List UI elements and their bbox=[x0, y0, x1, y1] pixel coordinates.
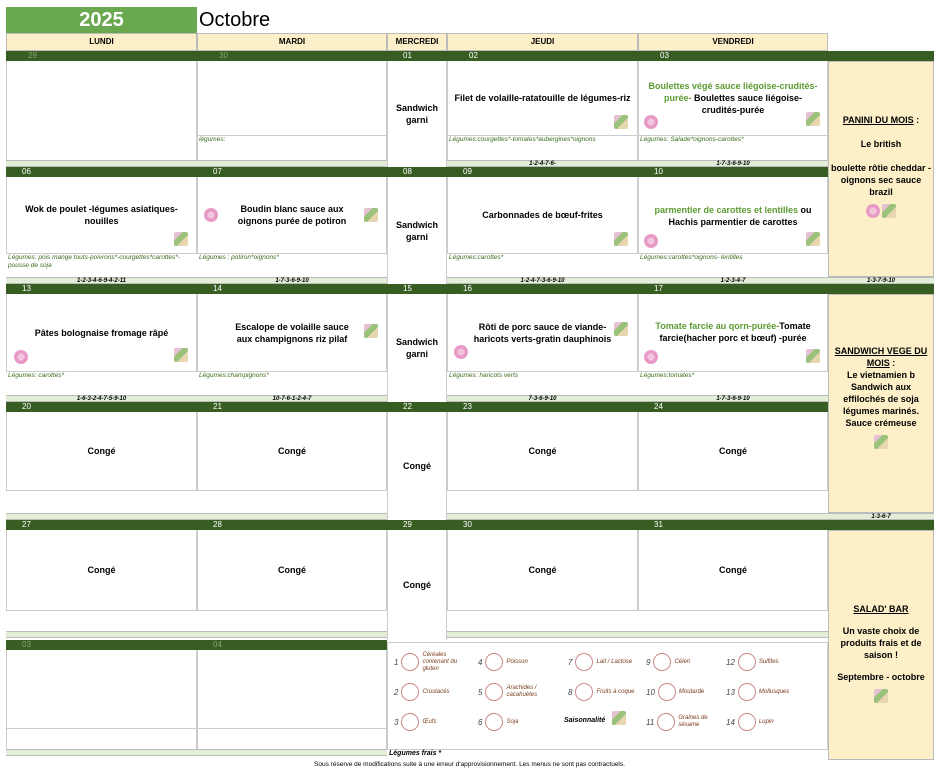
legend-item bbox=[646, 653, 726, 671]
season-icon bbox=[174, 232, 188, 246]
egg-icon bbox=[401, 713, 419, 731]
date-w3-wed: 15 bbox=[387, 284, 447, 294]
date-w4-fri: 24 bbox=[638, 402, 828, 412]
vegetarian-icon bbox=[454, 345, 468, 359]
veg-w2-thu: Légumes:carottes* bbox=[447, 253, 638, 277]
legend-number: 7 bbox=[568, 657, 573, 667]
year-label: 2025 bbox=[6, 7, 197, 33]
allergen-w2-mon: 1-2-3-4-6-9-4-2-11 bbox=[6, 277, 197, 284]
date-w1-thu: 02 bbox=[447, 51, 638, 61]
veg-w3-thu: Légumes: haricots verts bbox=[447, 371, 638, 395]
legend-number: 1 bbox=[394, 657, 399, 667]
lupin-icon bbox=[738, 713, 756, 731]
crustacean-icon bbox=[401, 683, 419, 701]
legend-item bbox=[394, 683, 478, 701]
allergen-w4 bbox=[6, 513, 387, 520]
veg-w3-tue: Légumes:champignons* bbox=[197, 371, 387, 395]
dish-w5-fri: Congé bbox=[638, 530, 828, 610]
allergen-w1-thu: 1-2-4-7-6- bbox=[447, 160, 638, 167]
allergen-sandwich: 1-3-6-7 bbox=[828, 513, 934, 520]
date-w1-fri: 03 bbox=[638, 51, 828, 61]
vegetarian-icon bbox=[644, 234, 658, 248]
veg-w3-mon: Légumes: carottes* bbox=[6, 371, 197, 395]
salad-bar-box bbox=[828, 530, 934, 760]
divider bbox=[447, 610, 828, 611]
vegetarian-icon bbox=[14, 350, 28, 364]
month-label: Octobre bbox=[199, 9, 271, 31]
allergen-w2-tue: 1-7-3-6-9-10 bbox=[197, 277, 387, 284]
panini-desc: boulette rôtie cheddar - oignons sec sauce brazil bbox=[830, 163, 931, 197]
panini-name: Le british bbox=[860, 139, 902, 149]
legend-label: Mollusques bbox=[758, 688, 790, 695]
wheat-icon bbox=[401, 653, 419, 671]
legend-label: Céleri bbox=[674, 658, 691, 665]
legend-number: 9 bbox=[646, 657, 651, 667]
veg-option: Boulettes végé sauce liégoise-crudités-purée- bbox=[648, 81, 818, 103]
meat-option: ou Hachis parmentier de carottes bbox=[668, 205, 812, 227]
fresh-veg-note: Légumes frais * bbox=[389, 750, 442, 757]
salad-icons bbox=[829, 689, 933, 706]
day-friday: VENDREDI bbox=[638, 33, 828, 51]
legend-label: Poisson bbox=[506, 658, 528, 665]
veg-w2-tue: Légumes : potiron*oignons* bbox=[197, 253, 387, 277]
day-monday: LUNDI bbox=[6, 33, 197, 51]
season-icon bbox=[614, 115, 628, 129]
date-w4-mon: 20 bbox=[6, 402, 197, 412]
legend-label: Lait / Lactose bbox=[596, 658, 633, 665]
allergen-w2-fri: 1-2-3-4-7 bbox=[638, 277, 828, 284]
dish-w1-thu: Filet de volaille-ratatouille de légumes-riz bbox=[454, 93, 631, 103]
dish-w3-mon: Pâtes bolognaise fromage râpé bbox=[6, 294, 197, 371]
legend-item bbox=[478, 653, 568, 671]
legend-number: 2 bbox=[394, 687, 399, 697]
date-w3-fri: 17 bbox=[638, 284, 828, 294]
sandwich-desc: Sandwich aux effilochés de soja légumes marinés. Sauce crémeuse bbox=[842, 382, 920, 428]
legend-label: Céréales contenant du gluten bbox=[422, 651, 458, 672]
allergen-w3-thu: 7-3-6-9-10 bbox=[447, 395, 638, 402]
date-w5-thu: 30 bbox=[447, 520, 638, 530]
allergen-w3-mon: 1-6-3-2-4-7-5-9-10 bbox=[6, 395, 197, 402]
soy-icon bbox=[485, 713, 503, 731]
legend-item bbox=[726, 713, 806, 731]
legend-label: Sulfites bbox=[758, 658, 779, 665]
dish-w4-tue: Congé bbox=[197, 412, 387, 490]
allergen-w3-tue: 10-7-6-1-2-4-7 bbox=[197, 395, 387, 402]
legend-label: Œufs bbox=[422, 718, 437, 725]
salad-desc: Un vaste choix de produits frais et de saison ! bbox=[840, 626, 922, 660]
nut-icon bbox=[575, 683, 593, 701]
date-w5-side bbox=[828, 520, 934, 530]
date-w1-tue: 30 bbox=[197, 51, 387, 61]
allergen-w4 bbox=[447, 513, 828, 520]
date-w2-wed: 08 bbox=[387, 167, 447, 177]
legend-number: 10 bbox=[646, 687, 655, 697]
legend-item bbox=[394, 713, 478, 731]
season-icon bbox=[806, 232, 820, 246]
date-w6-mon: 03 bbox=[6, 640, 197, 650]
dish-w2-mon: Wok de poulet -légumes asiatiques-nouilles bbox=[6, 177, 197, 253]
dish-w5-tue: Congé bbox=[197, 530, 387, 610]
dish-w5-wed: Congé bbox=[387, 530, 447, 640]
legend-number: 6 bbox=[478, 717, 483, 727]
sandwich-name: Le vietnamien b bbox=[846, 370, 916, 380]
panini-icons bbox=[829, 204, 933, 221]
milk-icon bbox=[575, 653, 593, 671]
allergen-w5 bbox=[6, 631, 387, 638]
vegetarian-icon bbox=[644, 350, 658, 364]
allergen-legend bbox=[387, 642, 828, 750]
dish-w4-thu: Congé bbox=[447, 412, 638, 490]
legend-number: 5 bbox=[478, 687, 483, 697]
date-w2-fri: 10 bbox=[638, 167, 828, 177]
date-w4-wed: 22 bbox=[387, 402, 447, 412]
veg-w2-fri: Légumes:carottes*oignons- lentilles bbox=[638, 253, 828, 277]
season-icon bbox=[874, 689, 888, 703]
date-w1-wed: 01 bbox=[387, 51, 447, 61]
date-w2-mon: 06 bbox=[6, 167, 197, 177]
sandwich-icons bbox=[829, 435, 933, 452]
legend-number: 13 bbox=[726, 687, 735, 697]
legend-label: Crustacés bbox=[422, 688, 450, 695]
celery-icon bbox=[653, 653, 671, 671]
legend-label: Graines de sésame bbox=[678, 715, 708, 728]
legend-item bbox=[646, 713, 726, 731]
legend-label: Moutarde bbox=[678, 688, 705, 695]
legend-label: Fruits à coque bbox=[596, 688, 635, 695]
divider bbox=[447, 490, 828, 491]
dish-w2-tue: Boudin blanc sauce aux oignons purée de potiron bbox=[197, 177, 387, 253]
legend-item bbox=[478, 683, 568, 701]
mustard-icon bbox=[658, 683, 676, 701]
allergen-panini: 1-3-7-9-10 bbox=[828, 277, 934, 284]
veg-w3-fri: Légumes:tomates* bbox=[638, 371, 828, 395]
legend-item bbox=[394, 652, 478, 673]
sandwich-box bbox=[828, 294, 934, 513]
legend-number: 12 bbox=[726, 657, 735, 667]
vegetarian-icon bbox=[866, 204, 880, 218]
legend-item bbox=[646, 683, 726, 701]
date-w5-fri: 31 bbox=[638, 520, 828, 530]
disclaimer: Sous réserve de modifications suite à une erreur d'approvisionnement. Les menus ne sont pas contractuels. bbox=[314, 761, 625, 768]
date-w3-side bbox=[828, 284, 934, 294]
allergen-w1-fri: 1-7-3-6-9-10 bbox=[638, 160, 828, 167]
date-w5-tue: 28 bbox=[197, 520, 387, 530]
day-wednesday: MERCREDI bbox=[387, 33, 447, 51]
dish-w3-wed: Sandwich garni bbox=[387, 294, 447, 402]
salad-period: Septembre - octobre bbox=[837, 672, 925, 682]
divider bbox=[6, 728, 387, 729]
divider bbox=[6, 490, 387, 491]
vegetarian-icon bbox=[204, 208, 218, 222]
cell-w6-tue bbox=[197, 650, 387, 749]
legend-label: Lupin bbox=[758, 718, 774, 725]
dish-w2-fri bbox=[644, 198, 822, 234]
saison-label: Saisonnalité bbox=[564, 717, 606, 724]
legend-number: 4 bbox=[478, 657, 483, 667]
date-w1-side bbox=[828, 51, 934, 61]
dish-w4-wed: Congé bbox=[387, 412, 447, 520]
season-icon bbox=[614, 322, 628, 336]
date-w3-tue: 14 bbox=[197, 284, 387, 294]
day-tuesday: MARDI bbox=[197, 33, 387, 51]
allergen-w6 bbox=[6, 749, 387, 756]
legend-number: 11 bbox=[646, 717, 655, 727]
date-w3-mon: 13 bbox=[6, 284, 197, 294]
date-w2-tue: 07 bbox=[197, 167, 387, 177]
vegetarian-icon bbox=[644, 115, 658, 129]
legend-number: 8 bbox=[568, 687, 573, 697]
legend-label: Arachides / cacahuètes bbox=[506, 685, 538, 698]
panini-title: PANINI DU MOIS bbox=[842, 115, 914, 125]
allergen-w1-montue bbox=[6, 160, 387, 167]
legend-item bbox=[726, 683, 806, 701]
legend-number: 3 bbox=[394, 717, 399, 727]
panini-title-line: PANINI DU MOIS : bbox=[842, 115, 920, 125]
cell-w6-mon bbox=[6, 650, 197, 749]
sulfites-icon bbox=[738, 653, 756, 671]
date-w5-wed: 29 bbox=[387, 520, 447, 530]
season-icon bbox=[806, 112, 820, 126]
season-icon bbox=[806, 349, 820, 363]
dish-w2-wed: Sandwich garni bbox=[387, 177, 447, 284]
dish-w4-mon: Congé bbox=[6, 412, 197, 490]
date-w4-thu: 23 bbox=[447, 402, 638, 412]
date-w5-mon: 27 bbox=[6, 520, 197, 530]
panini-box bbox=[828, 61, 934, 277]
legend-item bbox=[478, 713, 568, 731]
date-w3-thu: 16 bbox=[447, 284, 638, 294]
date-w2-thu: 09 bbox=[447, 167, 638, 177]
sandwich-title-line: SANDWICH VEGE DU MOIS : bbox=[834, 346, 928, 368]
date-w1-mon: 29 bbox=[6, 51, 197, 61]
date-w6-tue: 04 bbox=[197, 640, 387, 650]
date-w4-tue: 21 bbox=[197, 402, 387, 412]
dish-w1-fri bbox=[642, 78, 824, 118]
dish-w5-thu: Congé bbox=[447, 530, 638, 610]
legend-item bbox=[568, 683, 646, 701]
fish-icon bbox=[485, 653, 503, 671]
season-icon bbox=[364, 324, 378, 338]
legend-grid bbox=[394, 647, 824, 743]
dish-w2-thu: Carbonnades de bœuf-frites bbox=[447, 177, 638, 253]
dish-w4-fri: Congé bbox=[638, 412, 828, 490]
meat-option: Boulettes sauce liégoise-crudités-purée bbox=[691, 93, 803, 115]
allergen-w5 bbox=[447, 631, 828, 638]
mollusc-icon bbox=[738, 683, 756, 701]
veg-option: Tomate farcie au qorn-purée- bbox=[655, 321, 780, 331]
veg-option: parmentier de carottes et lentilles bbox=[654, 205, 799, 215]
allergen-w3-fri: 1-7-3-6-9-10 bbox=[638, 395, 828, 402]
sandwich-title: SANDWICH VEGE DU MOIS bbox=[834, 346, 928, 368]
dish-w1-wed: Sandwich garni bbox=[387, 61, 447, 167]
cell-w1-mon bbox=[6, 61, 197, 160]
veg-w1-tue: légumes: bbox=[197, 135, 387, 147]
season-icon bbox=[882, 204, 896, 218]
season-icon bbox=[174, 348, 188, 362]
season-icon bbox=[364, 208, 378, 222]
season-icon bbox=[874, 435, 888, 449]
sesame-icon bbox=[657, 713, 675, 731]
divider bbox=[6, 610, 387, 611]
veg-w1-fri: Légumes: Salade*oignons-carottes* bbox=[638, 135, 828, 147]
salad-title: SALAD' BAR bbox=[853, 604, 909, 614]
veg-w1-thu: Légumes:courgettes*-tomates*aubergines*oignons bbox=[447, 135, 638, 147]
legend-number: 14 bbox=[726, 717, 735, 727]
legend-item bbox=[568, 653, 646, 671]
allergen-w2-thu: 1-2-4-7-3-6-9-10 bbox=[447, 277, 638, 284]
dish-w3-tue: Escalope de volaille sauce aux champignons riz pilaf bbox=[197, 294, 387, 371]
season-icon bbox=[612, 711, 626, 725]
day-thursday: JEUDI bbox=[447, 33, 638, 51]
legend-label: Soja bbox=[506, 718, 519, 725]
peanut-icon bbox=[485, 683, 503, 701]
dish-w3-fri bbox=[644, 314, 822, 350]
dish-w3-thu: Rôti de porc sauce de viande-haricots verts-gratin dauphinois bbox=[447, 294, 638, 371]
dish-w5-mon: Congé bbox=[6, 530, 197, 610]
legend-item bbox=[726, 653, 806, 671]
meat-option: Tomate farcie(hacher porc et bœuf) -purée bbox=[659, 321, 811, 343]
veg-w2-mon: Légumes: pois mange touts-poivrons*-courgettes*carottes*-pousse de soja bbox=[6, 253, 197, 277]
season-icon bbox=[614, 232, 628, 246]
